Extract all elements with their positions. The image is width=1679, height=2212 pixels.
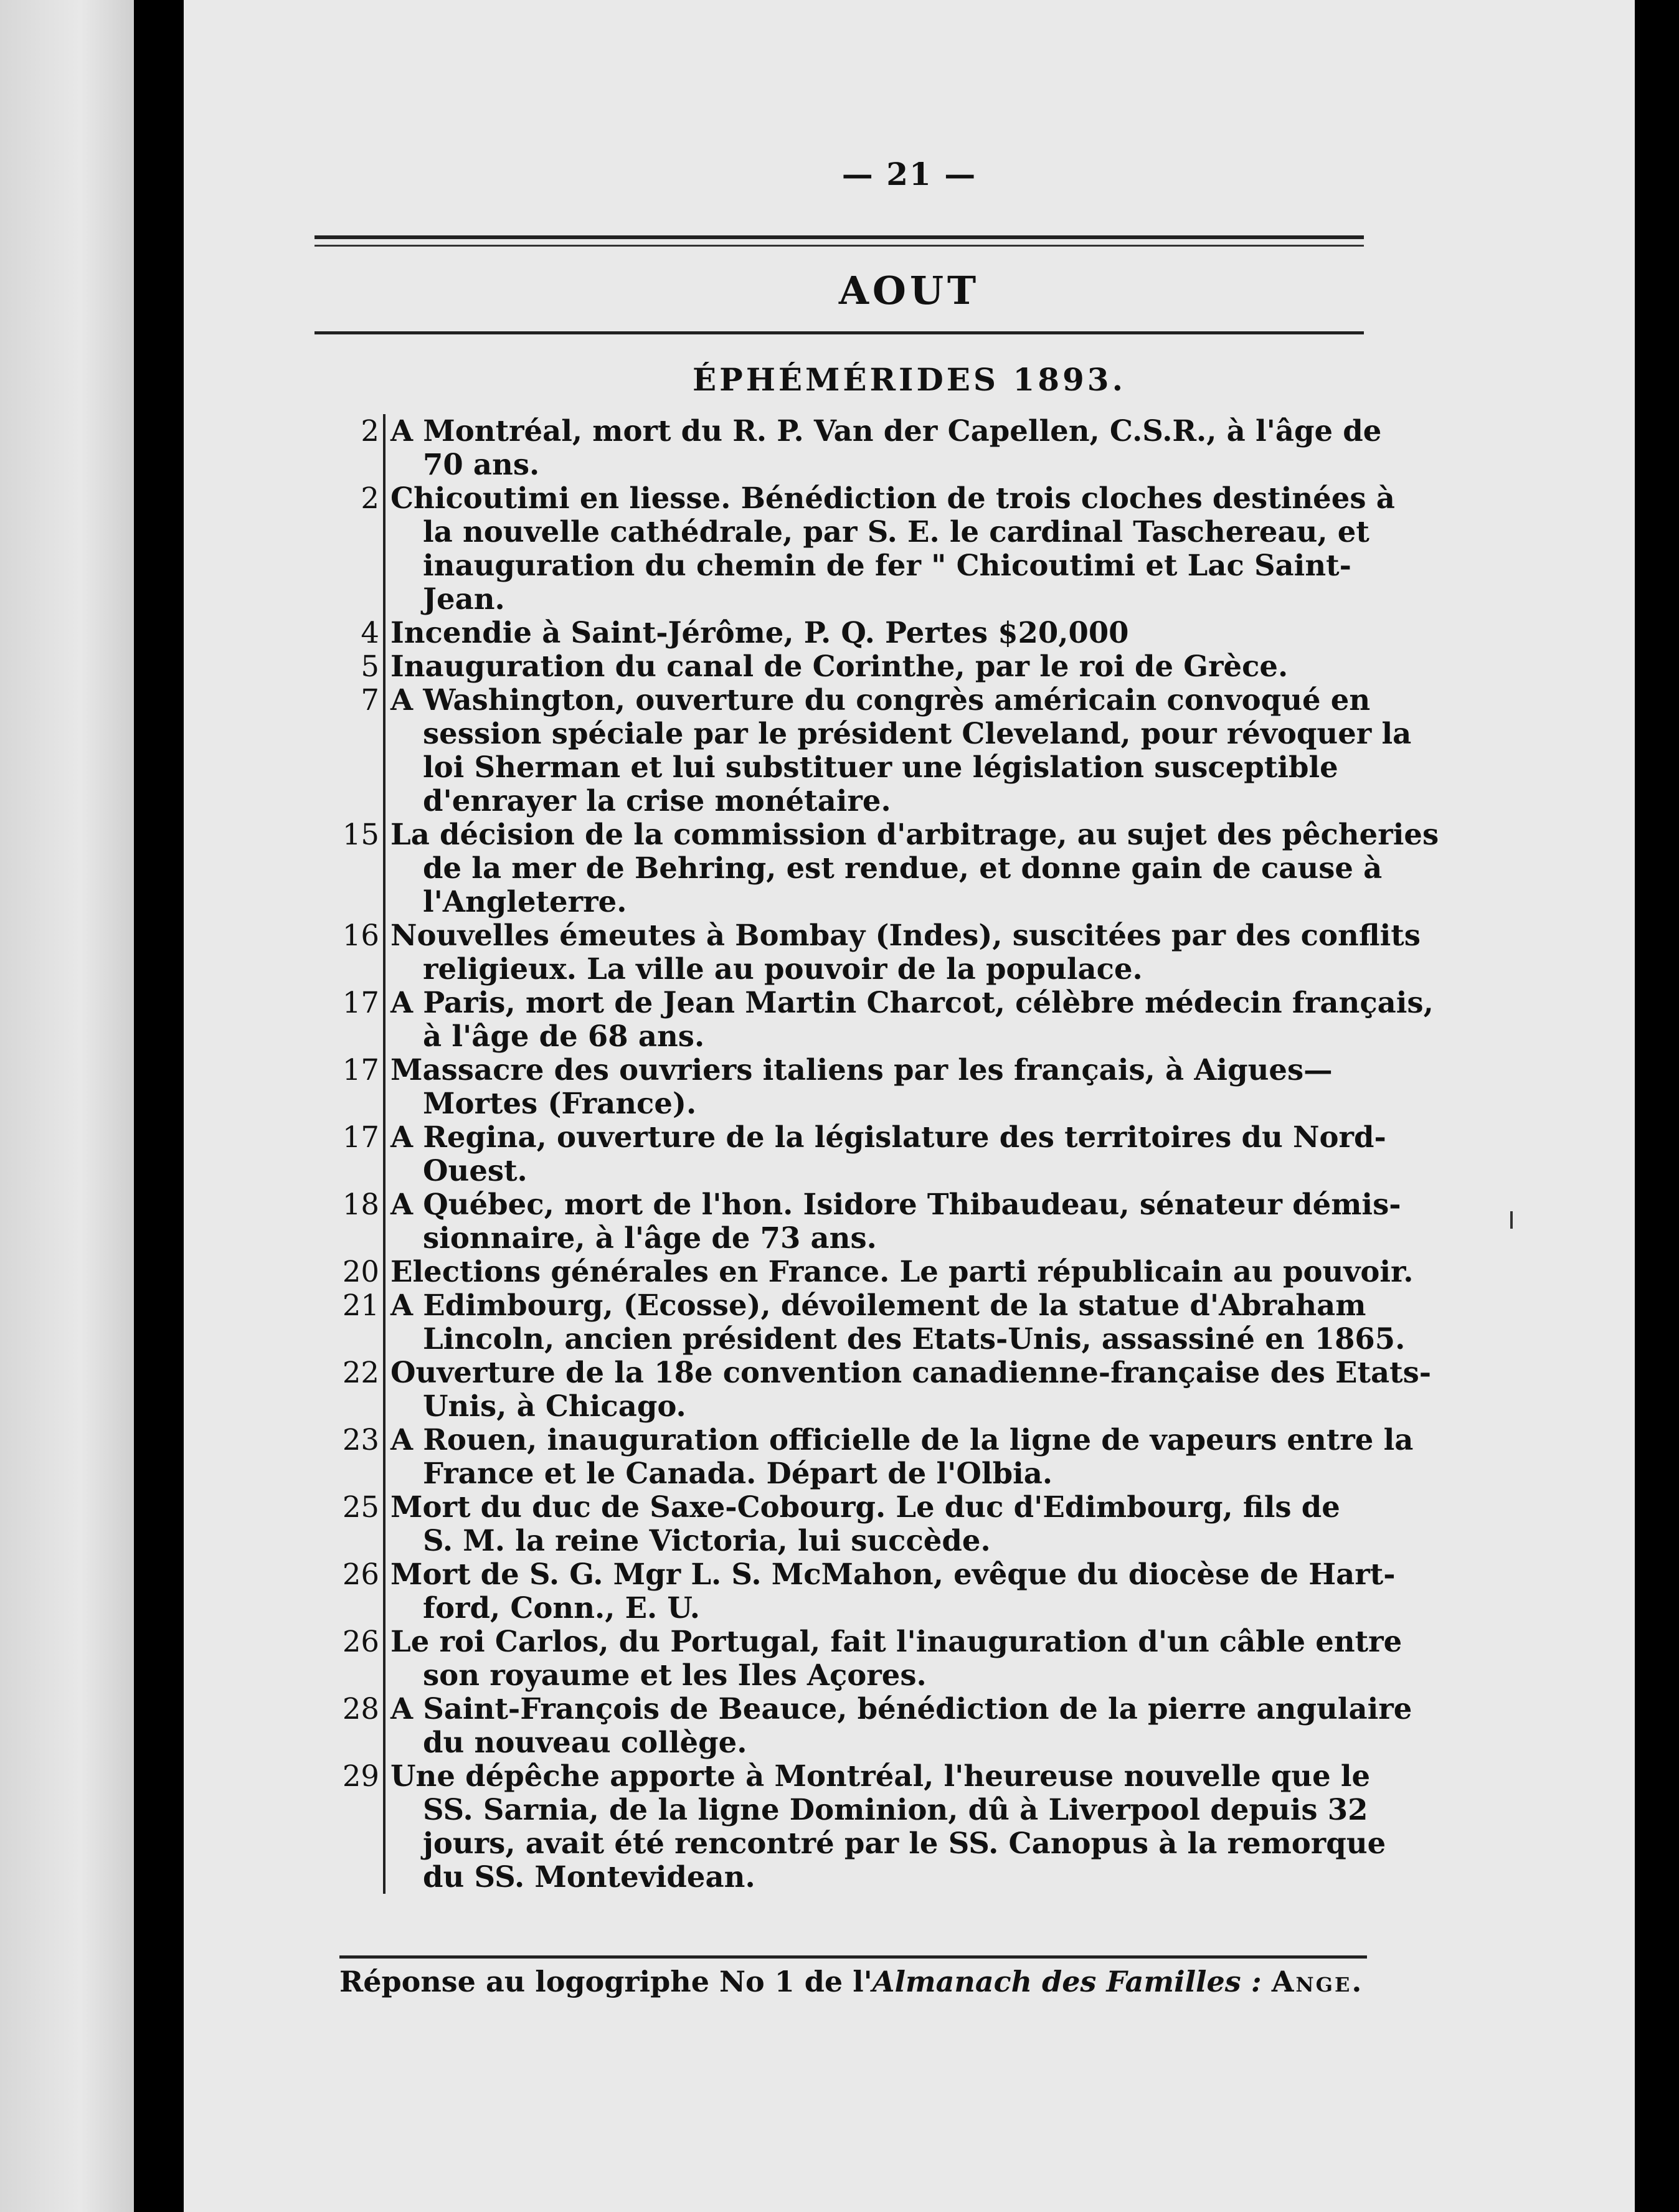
month-rule — [315, 331, 1364, 334]
page-number: — 21 — — [841, 156, 977, 192]
entry-day: 15 — [342, 818, 379, 851]
entry-continuation-line: Unis, à Chicago. — [423, 1389, 686, 1423]
entry-line: A Rouen, inauguration officielle de la ligne de vapeurs entre la — [390, 1422, 1414, 1457]
ephemeris-entry — [339, 1053, 1526, 1120]
almanac-page — [184, 0, 1635, 2212]
entry-text — [383, 1423, 1526, 1490]
entry-continuation-line: Jean. — [423, 582, 505, 616]
entry-continuation-line: l'Angleterre. — [423, 884, 627, 919]
entry-line: La décision de la commission d'arbitrage, au sujet des pêcheries — [390, 817, 1439, 851]
entry-day: 17 — [342, 1120, 379, 1154]
entry-text — [383, 818, 1526, 919]
logogriphe-answer — [339, 1965, 1523, 1998]
entry-continuation-line: sionnaire, à l'âge de 73 ans. — [423, 1221, 877, 1255]
entry-continuation-line: du SS. Montevidean. — [423, 1860, 755, 1894]
entry-text — [383, 986, 1526, 1053]
entry-text — [383, 1120, 1526, 1188]
entry-text — [383, 650, 1526, 683]
entry-line: Mort du duc de Saxe-Cobourg. Le duc d'Edimbourg, fils de — [390, 1490, 1340, 1524]
entry-day: 4 — [361, 616, 379, 650]
section-title: ÉPHÉMÉRIDES 1893. — [692, 361, 1126, 398]
entry-continuation-line: S. M. la reine Victoria, lui succède. — [423, 1523, 991, 1557]
entry-line: Mort de S. G. Mgr L. S. McMahon, evêque du diocèse de Hart- — [390, 1557, 1396, 1591]
entry-day: 2 — [361, 414, 379, 448]
entry-day: 17 — [342, 986, 379, 1019]
entry-line: A Montréal, mort du R. P. Van der Capellen, C.S.R., à l'âge de — [390, 414, 1382, 448]
ephemeris-entry — [339, 1625, 1526, 1692]
entry-continuation-line: loi Sherman et lui substituer une législation susceptible — [423, 750, 1338, 784]
ephemeris-entry — [339, 1255, 1526, 1288]
entry-text — [383, 1490, 1526, 1557]
entry-text — [383, 1557, 1526, 1625]
entry-text — [383, 1356, 1526, 1423]
entry-day: 21 — [342, 1288, 379, 1322]
previous-page-edge — [0, 0, 134, 2212]
entry-line: Une dépêche apporte à Montréal, l'heureuse nouvelle que le — [390, 1759, 1371, 1793]
ephemeris-entry — [339, 1759, 1526, 1894]
ephemeris-entry — [339, 481, 1526, 616]
entry-line: Ouverture de la 18e convention canadienne-française des Etats- — [390, 1355, 1432, 1389]
entry-line: Le roi Carlos, du Portugal, fait l'inauguration d'un câble entre — [390, 1624, 1402, 1658]
ephemeris-entry — [339, 1120, 1526, 1188]
entry-line: Nouvelles émeutes à Bombay (Indes), suscitées par des conflits — [390, 918, 1421, 952]
ephemeris-entry — [339, 1557, 1526, 1625]
entry-text — [383, 481, 1526, 616]
entry-line: A Regina, ouverture de la législature des territoires du Nord- — [390, 1120, 1386, 1154]
entry-line: A Québec, mort de l'hon. Isidore Thibaudeau, sénateur démis- — [390, 1187, 1401, 1221]
entry-continuation-line: SS. Sarnia, de la ligne Dominion, dû à Liverpool depuis 32 — [423, 1792, 1368, 1827]
ephemeris-entry — [339, 616, 1526, 650]
ephemeris-entry — [339, 650, 1526, 683]
entry-continuation-line: Mortes (France). — [423, 1086, 697, 1120]
entry-day: 29 — [342, 1759, 379, 1793]
entry-continuation-line: 70 ans. — [423, 447, 540, 481]
entry-day: 20 — [342, 1255, 379, 1288]
header-double-rule — [315, 235, 1364, 247]
entry-text — [383, 414, 1526, 481]
entry-continuation-line: du nouveau collège. — [423, 1725, 747, 1759]
entry-day: 18 — [342, 1188, 379, 1221]
ephemeris-entry — [339, 818, 1526, 919]
entry-text — [383, 1053, 1526, 1120]
ephemeris-entry — [339, 1692, 1526, 1759]
entry-day: 25 — [342, 1490, 379, 1524]
margin-mark — [1510, 1211, 1513, 1229]
entry-line: A Edimbourg, (Ecosse), dévoilement de la statue d'Abraham — [390, 1288, 1366, 1322]
entry-day: 26 — [342, 1557, 379, 1591]
entry-day: 26 — [342, 1625, 379, 1658]
entry-line: Chicoutimi en liesse. Bénédiction de trois cloches destinées à — [390, 481, 1395, 515]
entry-continuation-line: d'enrayer la crise monétaire. — [423, 783, 891, 818]
entry-day: 28 — [342, 1692, 379, 1726]
month-title: AOUT — [838, 268, 980, 313]
entry-line: A Saint-François de Beauce, bénédiction de la pierre angulaire — [390, 1691, 1412, 1726]
footer-almanac-title: Almanach des Familles : — [872, 1965, 1262, 1998]
entry-day: 7 — [361, 683, 379, 717]
ephemeris-entry — [339, 1423, 1526, 1490]
entry-continuation-line: France et le Canada. Départ de l'Olbia. — [423, 1456, 1053, 1490]
entry-line: Massacre des ouvriers italiens par les français, à Aigues— — [390, 1052, 1333, 1087]
entry-line: Elections générales en France. Le parti républicain au pouvoir. — [390, 1254, 1414, 1288]
entry-day: 5 — [361, 650, 379, 683]
entry-continuation-line: son royaume et les Iles Açores. — [423, 1658, 927, 1692]
entry-line: Incendie à Saint-Jérôme, P. Q. Pertes $20,000 — [390, 615, 1129, 650]
entry-text — [383, 1188, 1526, 1255]
entry-continuation-line: à l'âge de 68 ans. — [423, 1019, 705, 1053]
entry-continuation-line: de la mer de Behring, est rendue, et donne gain de cause à — [423, 851, 1383, 885]
entry-continuation-line: Ouest. — [423, 1153, 527, 1188]
entry-text — [383, 1692, 1526, 1759]
entry-text — [383, 1625, 1526, 1692]
entry-continuation-line: religieux. La ville au pouvoir de la populace. — [423, 952, 1143, 986]
entry-line: Inauguration du canal de Corinthe, par le roi de Grèce. — [390, 649, 1289, 683]
ephemeris-entry — [339, 919, 1526, 986]
entry-continuation-line: Lincoln, ancien président des Etats-Unis, assassiné en 1865. — [423, 1321, 1406, 1356]
entry-text — [383, 1255, 1526, 1288]
entry-text — [383, 683, 1526, 818]
ephemeris-entry — [339, 986, 1526, 1053]
ephemeris-entry — [339, 683, 1526, 818]
ephemeris-entry — [339, 414, 1526, 481]
entry-line: A Paris, mort de Jean Martin Charcot, célèbre médecin français, — [390, 985, 1434, 1019]
entry-continuation-line: ford, Conn., E. U. — [423, 1590, 700, 1625]
entry-continuation-line: session spéciale par le président Cleveland, pour révoquer la — [423, 716, 1412, 750]
entry-text — [383, 1759, 1526, 1894]
entry-continuation-line: jours, avait été rencontré par le SS. Canopus à la remorque — [423, 1826, 1386, 1860]
entry-line: A Washington, ouverture du congrès américain convoqué en — [390, 683, 1371, 717]
entry-continuation-line: la nouvelle cathédrale, par S. E. le cardinal Taschereau, et — [423, 514, 1369, 549]
entry-day: 17 — [342, 1053, 379, 1087]
entry-day: 16 — [342, 919, 379, 952]
entry-text — [383, 616, 1526, 650]
ephemeris-entry — [339, 1288, 1526, 1356]
entry-day: 2 — [361, 481, 379, 515]
ephemeris-entry — [339, 1188, 1526, 1255]
entry-day: 22 — [342, 1356, 379, 1389]
footer-lead: Réponse au logogriphe No 1 de l' — [339, 1965, 873, 1998]
entry-text — [383, 1288, 1526, 1356]
entry-continuation-line: inauguration du chemin de fer " Chicoutimi et Lac Saint- — [423, 548, 1351, 582]
ephemeris-entry — [339, 1356, 1526, 1423]
entry-text — [383, 919, 1526, 986]
ephemeris-entry — [339, 1490, 1526, 1557]
ephemerides-list — [339, 414, 1526, 1894]
book-gutter — [134, 0, 184, 2212]
footer-rule — [339, 1955, 1367, 1959]
footer-answer: Ange. — [1271, 1965, 1364, 1998]
entry-day: 23 — [342, 1423, 379, 1457]
